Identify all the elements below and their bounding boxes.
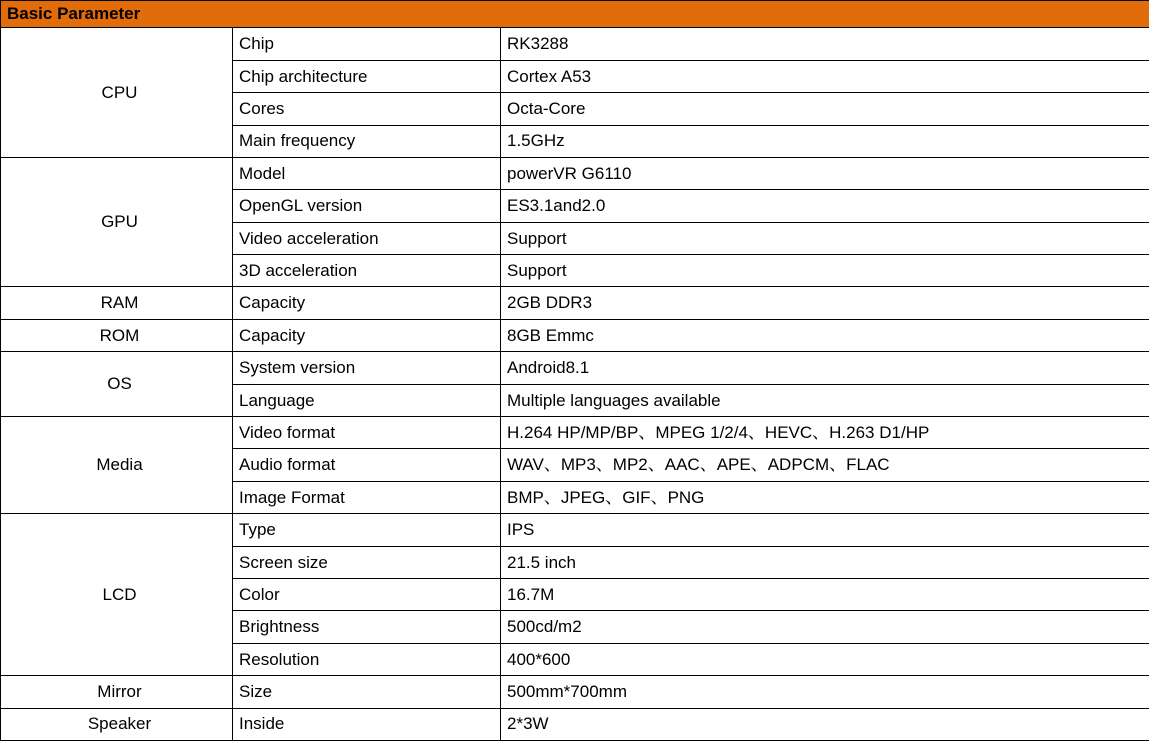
spec-value-cell: WAV、MP3、MP2、AAC、APE、ADPCM、FLAC bbox=[501, 449, 1149, 481]
spec-label-cell: Model bbox=[233, 157, 501, 189]
group-label-cell: OS bbox=[1, 352, 233, 417]
spec-label-cell: System version bbox=[233, 352, 501, 384]
spec-label-cell: 3D acceleration bbox=[233, 255, 501, 287]
spec-label-cell: Chip bbox=[233, 28, 501, 60]
table-row bbox=[1, 708, 1149, 740]
table-body bbox=[1, 1, 1149, 741]
group-label-cell: Mirror bbox=[1, 676, 233, 708]
spec-label-cell: Video acceleration bbox=[233, 222, 501, 254]
spec-label-cell: Capacity bbox=[233, 287, 501, 319]
spec-label-cell: Language bbox=[233, 384, 501, 416]
spec-label-cell: Inside bbox=[233, 708, 501, 740]
spec-value-cell: 16.7M bbox=[501, 578, 1149, 610]
spec-value-cell: Support bbox=[501, 255, 1149, 287]
spec-label-cell: Color bbox=[233, 578, 501, 610]
spec-value-cell: H.264 HP/MP/BP、MPEG 1/2/4、HEVC、H.263 D1/HP bbox=[501, 417, 1149, 449]
spec-value-cell: Multiple languages available bbox=[501, 384, 1149, 416]
spec-value-cell: 500mm*700mm bbox=[501, 676, 1149, 708]
spec-label-cell: Main frequency bbox=[233, 125, 501, 157]
spec-value-cell: 400*600 bbox=[501, 643, 1149, 675]
spec-label-cell: Type bbox=[233, 514, 501, 546]
spec-label-cell: Cores bbox=[233, 93, 501, 125]
spec-label-cell: Chip architecture bbox=[233, 60, 501, 92]
table-row bbox=[1, 319, 1149, 351]
table-row bbox=[1, 157, 1149, 189]
spec-value-cell: Octa-Core bbox=[501, 93, 1149, 125]
spec-label-cell: OpenGL version bbox=[233, 190, 501, 222]
table-row bbox=[1, 287, 1149, 319]
group-label-cell: Media bbox=[1, 417, 233, 514]
table-row bbox=[1, 352, 1149, 384]
table-title-row bbox=[1, 1, 1149, 28]
spec-value-cell: 2*3W bbox=[501, 708, 1149, 740]
spec-label-cell: Image Format bbox=[233, 481, 501, 513]
spec-label-cell: Capacity bbox=[233, 319, 501, 351]
spec-label-cell: Video format bbox=[233, 417, 501, 449]
page-title: Basic Parameter bbox=[1, 1, 1149, 28]
spec-value-cell: RK3288 bbox=[501, 28, 1149, 60]
spec-value-cell: BMP、JPEG、GIF、PNG bbox=[501, 481, 1149, 513]
spec-value-cell: Cortex A53 bbox=[501, 60, 1149, 92]
spec-label-cell: Audio format bbox=[233, 449, 501, 481]
spec-value-cell: Android8.1 bbox=[501, 352, 1149, 384]
table-row bbox=[1, 417, 1149, 449]
spec-value-cell: 21.5 inch bbox=[501, 546, 1149, 578]
group-label-cell: CPU bbox=[1, 28, 233, 158]
spec-value-cell: 500cd/m2 bbox=[501, 611, 1149, 643]
spec-label-cell: Brightness bbox=[233, 611, 501, 643]
group-label-cell: Speaker bbox=[1, 708, 233, 740]
spec-label-cell: Size bbox=[233, 676, 501, 708]
spec-value-cell: IPS bbox=[501, 514, 1149, 546]
table-row bbox=[1, 514, 1149, 546]
spec-value-cell: 2GB DDR3 bbox=[501, 287, 1149, 319]
spec-label-cell: Screen size bbox=[233, 546, 501, 578]
spec-label-cell: Resolution bbox=[233, 643, 501, 675]
table-row bbox=[1, 676, 1149, 708]
spec-value-cell: ES3.1and2.0 bbox=[501, 190, 1149, 222]
group-label-cell: GPU bbox=[1, 157, 233, 287]
group-label-cell: LCD bbox=[1, 514, 233, 676]
spec-value-cell: powerVR G6110 bbox=[501, 157, 1149, 189]
spec-value-cell: 8GB Emmc bbox=[501, 319, 1149, 351]
group-label-cell: RAM bbox=[1, 287, 233, 319]
spec-value-cell: Support bbox=[501, 222, 1149, 254]
group-label-cell: ROM bbox=[1, 319, 233, 351]
table-row bbox=[1, 28, 1149, 60]
spec-value-cell: 1.5GHz bbox=[501, 125, 1149, 157]
